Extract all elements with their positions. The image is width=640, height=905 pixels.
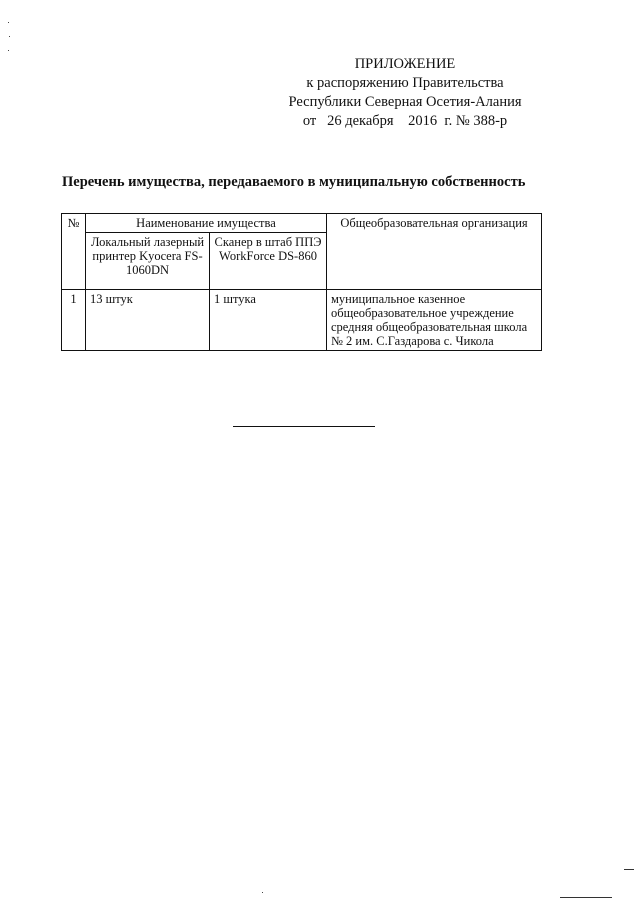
table-header-row (62, 214, 542, 233)
appendix-republic-line: Республики Северная Осетия-Алания (288, 94, 522, 110)
header-number: № (62, 214, 86, 290)
scan-edge-mark-small (624, 869, 634, 870)
appendix-date-line: от 26 декабря 2016 г. № 388-р (302, 113, 508, 129)
row-scanner-qty: 1 штука (210, 290, 327, 351)
row-number: 1 (62, 290, 86, 351)
row-printer-qty: 13 штук (86, 290, 210, 351)
table-row (62, 290, 542, 351)
row-organization: муниципальное казенное общеобразовательное учреждение средняя общеобразовательная школа № 2 им. С.Газдарова с. Чикола (327, 290, 542, 351)
appendix-header (280, 55, 530, 131)
document-title: Перечень имущества, передаваемого в муниципальную собственность (62, 174, 526, 190)
property-table (61, 213, 542, 351)
subheader-scanner: Сканер в штаб ППЭ WorkForce DS-860 (210, 233, 327, 290)
header-property-name: Наименование имущества (86, 214, 327, 233)
subheader-printer: Локальный лазерный принтер Kyocera FS-1060DN (86, 233, 210, 290)
header-organization: Общеобразовательная организация (327, 214, 542, 290)
appendix-order-line: к распоряжению Правительства (306, 75, 504, 91)
signature-divider (233, 426, 375, 427)
appendix-label: ПРИЛОЖЕНИЕ (354, 56, 456, 72)
scan-edge-mark (560, 897, 612, 898)
